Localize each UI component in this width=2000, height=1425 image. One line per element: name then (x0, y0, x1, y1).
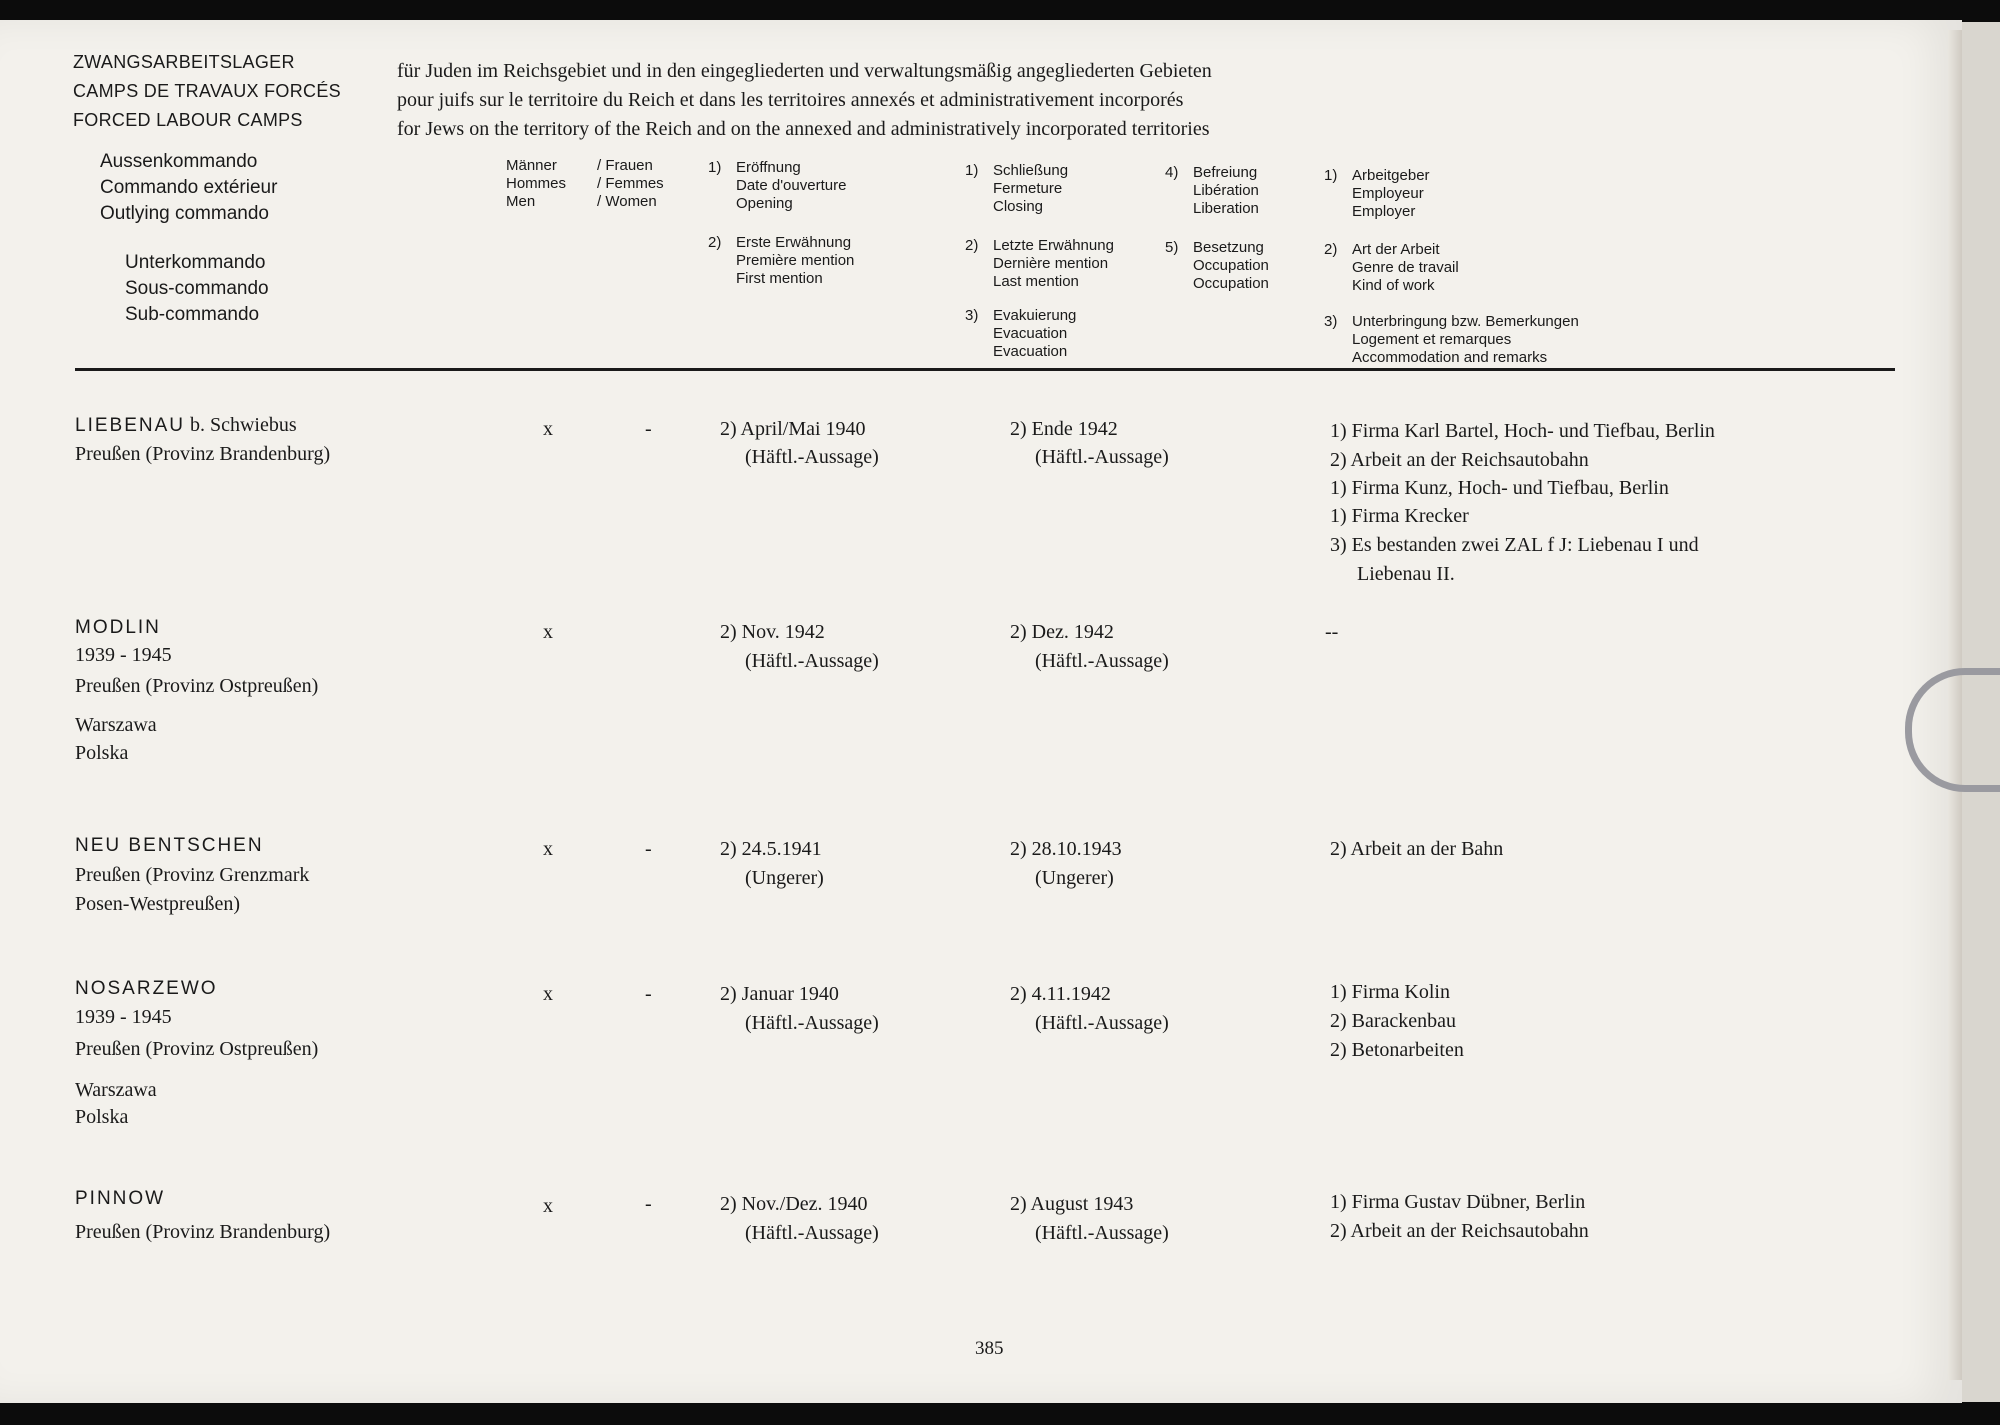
close-date: 2) 28.10.1943 (1010, 838, 1122, 860)
women-mark: - (645, 838, 652, 860)
camp-location: Preußen (Provinz Ostpreußen) (75, 1038, 319, 1060)
document-page (0, 20, 1962, 1403)
remark: -- (1325, 621, 1339, 643)
camp-country: Polska (75, 742, 129, 764)
camp-name: NOSARZEWO (75, 978, 218, 999)
close-date: 2) 4.11.1942 (1010, 983, 1111, 1005)
men-mark: x (543, 418, 553, 440)
col-evacuation: 3) Evakuierung Evacuation Evacuation (965, 307, 1077, 360)
remark: Liebenau II. (1357, 563, 1455, 585)
sub-de: Unterkommando (125, 252, 266, 273)
remark: 2) Barackenbau (1330, 1010, 1457, 1032)
col-gender-left: Männer Hommes Men (506, 157, 567, 210)
close-source: (Häftl.-Aussage) (1035, 1222, 1169, 1244)
camp-location: Preußen (Provinz Ostpreußen) (75, 675, 319, 697)
camp-name: PINNOW (75, 1188, 166, 1209)
men-mark: x (543, 1195, 553, 1217)
open-source: (Häftl.-Aussage) (745, 446, 879, 468)
camp-name: MODLIN (75, 617, 161, 638)
camp-name: NEU BENTSCHEN (75, 835, 264, 856)
outlying-en: Outlying commando (100, 203, 269, 224)
close-date: 2) Dez. 1942 (1010, 621, 1114, 643)
col-closing: 1) Schließung Fermeture Closing (965, 162, 1069, 215)
camp-location: Posen-Westpreußen) (75, 893, 241, 915)
col-work: 2) Art der Arbeit Genre de travail Kind of work (1324, 241, 1459, 294)
close-source: (Häftl.-Aussage) (1035, 650, 1169, 672)
open-source: (Häftl.-Aussage) (745, 650, 879, 672)
sub-fr: Sous-commando (125, 278, 269, 299)
open-source: (Häftl.-Aussage) (745, 1222, 879, 1244)
col-employer: 1) Arbeitgeber Employeur Employer (1324, 167, 1430, 220)
remark: 1) Firma Gustav Dübner, Berlin (1330, 1191, 1586, 1213)
remark: 2) Betonarbeiten (1330, 1039, 1464, 1061)
col-gender-right: / Frauen / Femmes / Women (597, 157, 664, 210)
close-source: (Ungerer) (1035, 867, 1114, 889)
remark: 3) Es bestanden zwei ZAL f J: Liebenau I und (1330, 534, 1699, 556)
close-source: (Häftl.-Aussage) (1035, 1012, 1169, 1034)
col-liberation: 4) Befreiung Libération Liberation (1165, 164, 1259, 217)
outlying-de: Aussenkommando (100, 151, 258, 172)
close-date: 2) August 1943 (1010, 1193, 1134, 1215)
col-occupation: 5) Besetzung Occupation Occupation (1165, 239, 1269, 292)
men-mark: x (543, 621, 553, 643)
title-de: ZWANGSARBEITSLAGER (73, 52, 295, 72)
remark: 1) Firma Kolin (1330, 981, 1450, 1003)
open-date: 2) April/Mai 1940 (720, 418, 866, 440)
header-divider (75, 368, 1895, 371)
close-source: (Häftl.-Aussage) (1035, 446, 1169, 468)
camp-location: Preußen (Provinz Grenzmark (75, 864, 310, 886)
outlying-fr: Commando extérieur (100, 177, 278, 198)
camp-location: Preußen (Provinz Brandenburg) (75, 443, 331, 465)
open-date: 2) 24.5.1941 (720, 838, 822, 860)
open-date: 2) Nov./Dez. 1940 (720, 1193, 868, 1215)
remark: 2) Arbeit an der Reichsautobahn (1330, 1220, 1589, 1242)
remark: 1) Firma Karl Bartel, Hoch- und Tiefbau, Berlin (1330, 420, 1715, 442)
close-date: 2) Ende 1942 (1010, 418, 1118, 440)
col-last-mention: 2) Letzte Erwähnung Dernière mention Last mention (965, 237, 1114, 290)
page-number: 385 (975, 1338, 1004, 1359)
camp-city: Warszawa (75, 1079, 157, 1101)
open-source: (Häftl.-Aussage) (745, 1012, 879, 1034)
subtitle-fr: pour juifs sur le territoire du Reich et dans les territoires annexés et administrativement incorporés (397, 89, 1184, 111)
subtitle-de: für Juden im Reichsgebiet und in den eingegliederten und verwaltungsmäßig angegliederten Gebieten (397, 60, 1212, 82)
men-mark: x (543, 983, 553, 1005)
remark: 1) Firma Krecker (1330, 505, 1469, 527)
remark: 1) Firma Kunz, Hoch- und Tiefbau, Berlin (1330, 477, 1669, 499)
remark: 2) Arbeit an der Reichsautobahn (1330, 449, 1589, 471)
camp-years: 1939 - 1945 (75, 644, 172, 666)
open-date: 2) Januar 1940 (720, 983, 839, 1005)
camp-location: Preußen (Provinz Brandenburg) (75, 1221, 331, 1243)
open-source: (Ungerer) (745, 867, 824, 889)
camp-years: 1939 - 1945 (75, 1006, 172, 1028)
men-mark: x (543, 838, 553, 860)
remark: 2) Arbeit an der Bahn (1330, 838, 1504, 860)
title-fr: CAMPS DE TRAVAUX FORCÉS (73, 81, 341, 101)
sub-en: Sub-commando (125, 304, 260, 325)
women-mark: - (645, 1193, 652, 1215)
women-mark: - (645, 418, 652, 440)
col-first-mention: 2) Erste Erwähnung Première mention First mention (708, 234, 855, 287)
col-opening: 1) Eröffnung Date d'ouverture Opening (708, 159, 847, 212)
open-date: 2) Nov. 1942 (720, 621, 825, 643)
camp-country: Polska (75, 1106, 129, 1128)
women-mark: - (645, 983, 652, 1005)
title-en: FORCED LABOUR CAMPS (73, 110, 303, 130)
col-accommodation: 3) Unterbringung bzw. Bemerkungen Logement et remarques Accommodation and remarks (1324, 313, 1579, 366)
subtitle-en: for Jews on the territory of the Reich and on the annexed and administratively incorporated territories (397, 118, 1210, 140)
camp-name: LIEBENAU b. Schwiebus (75, 414, 297, 436)
camp-city: Warszawa (75, 714, 157, 736)
